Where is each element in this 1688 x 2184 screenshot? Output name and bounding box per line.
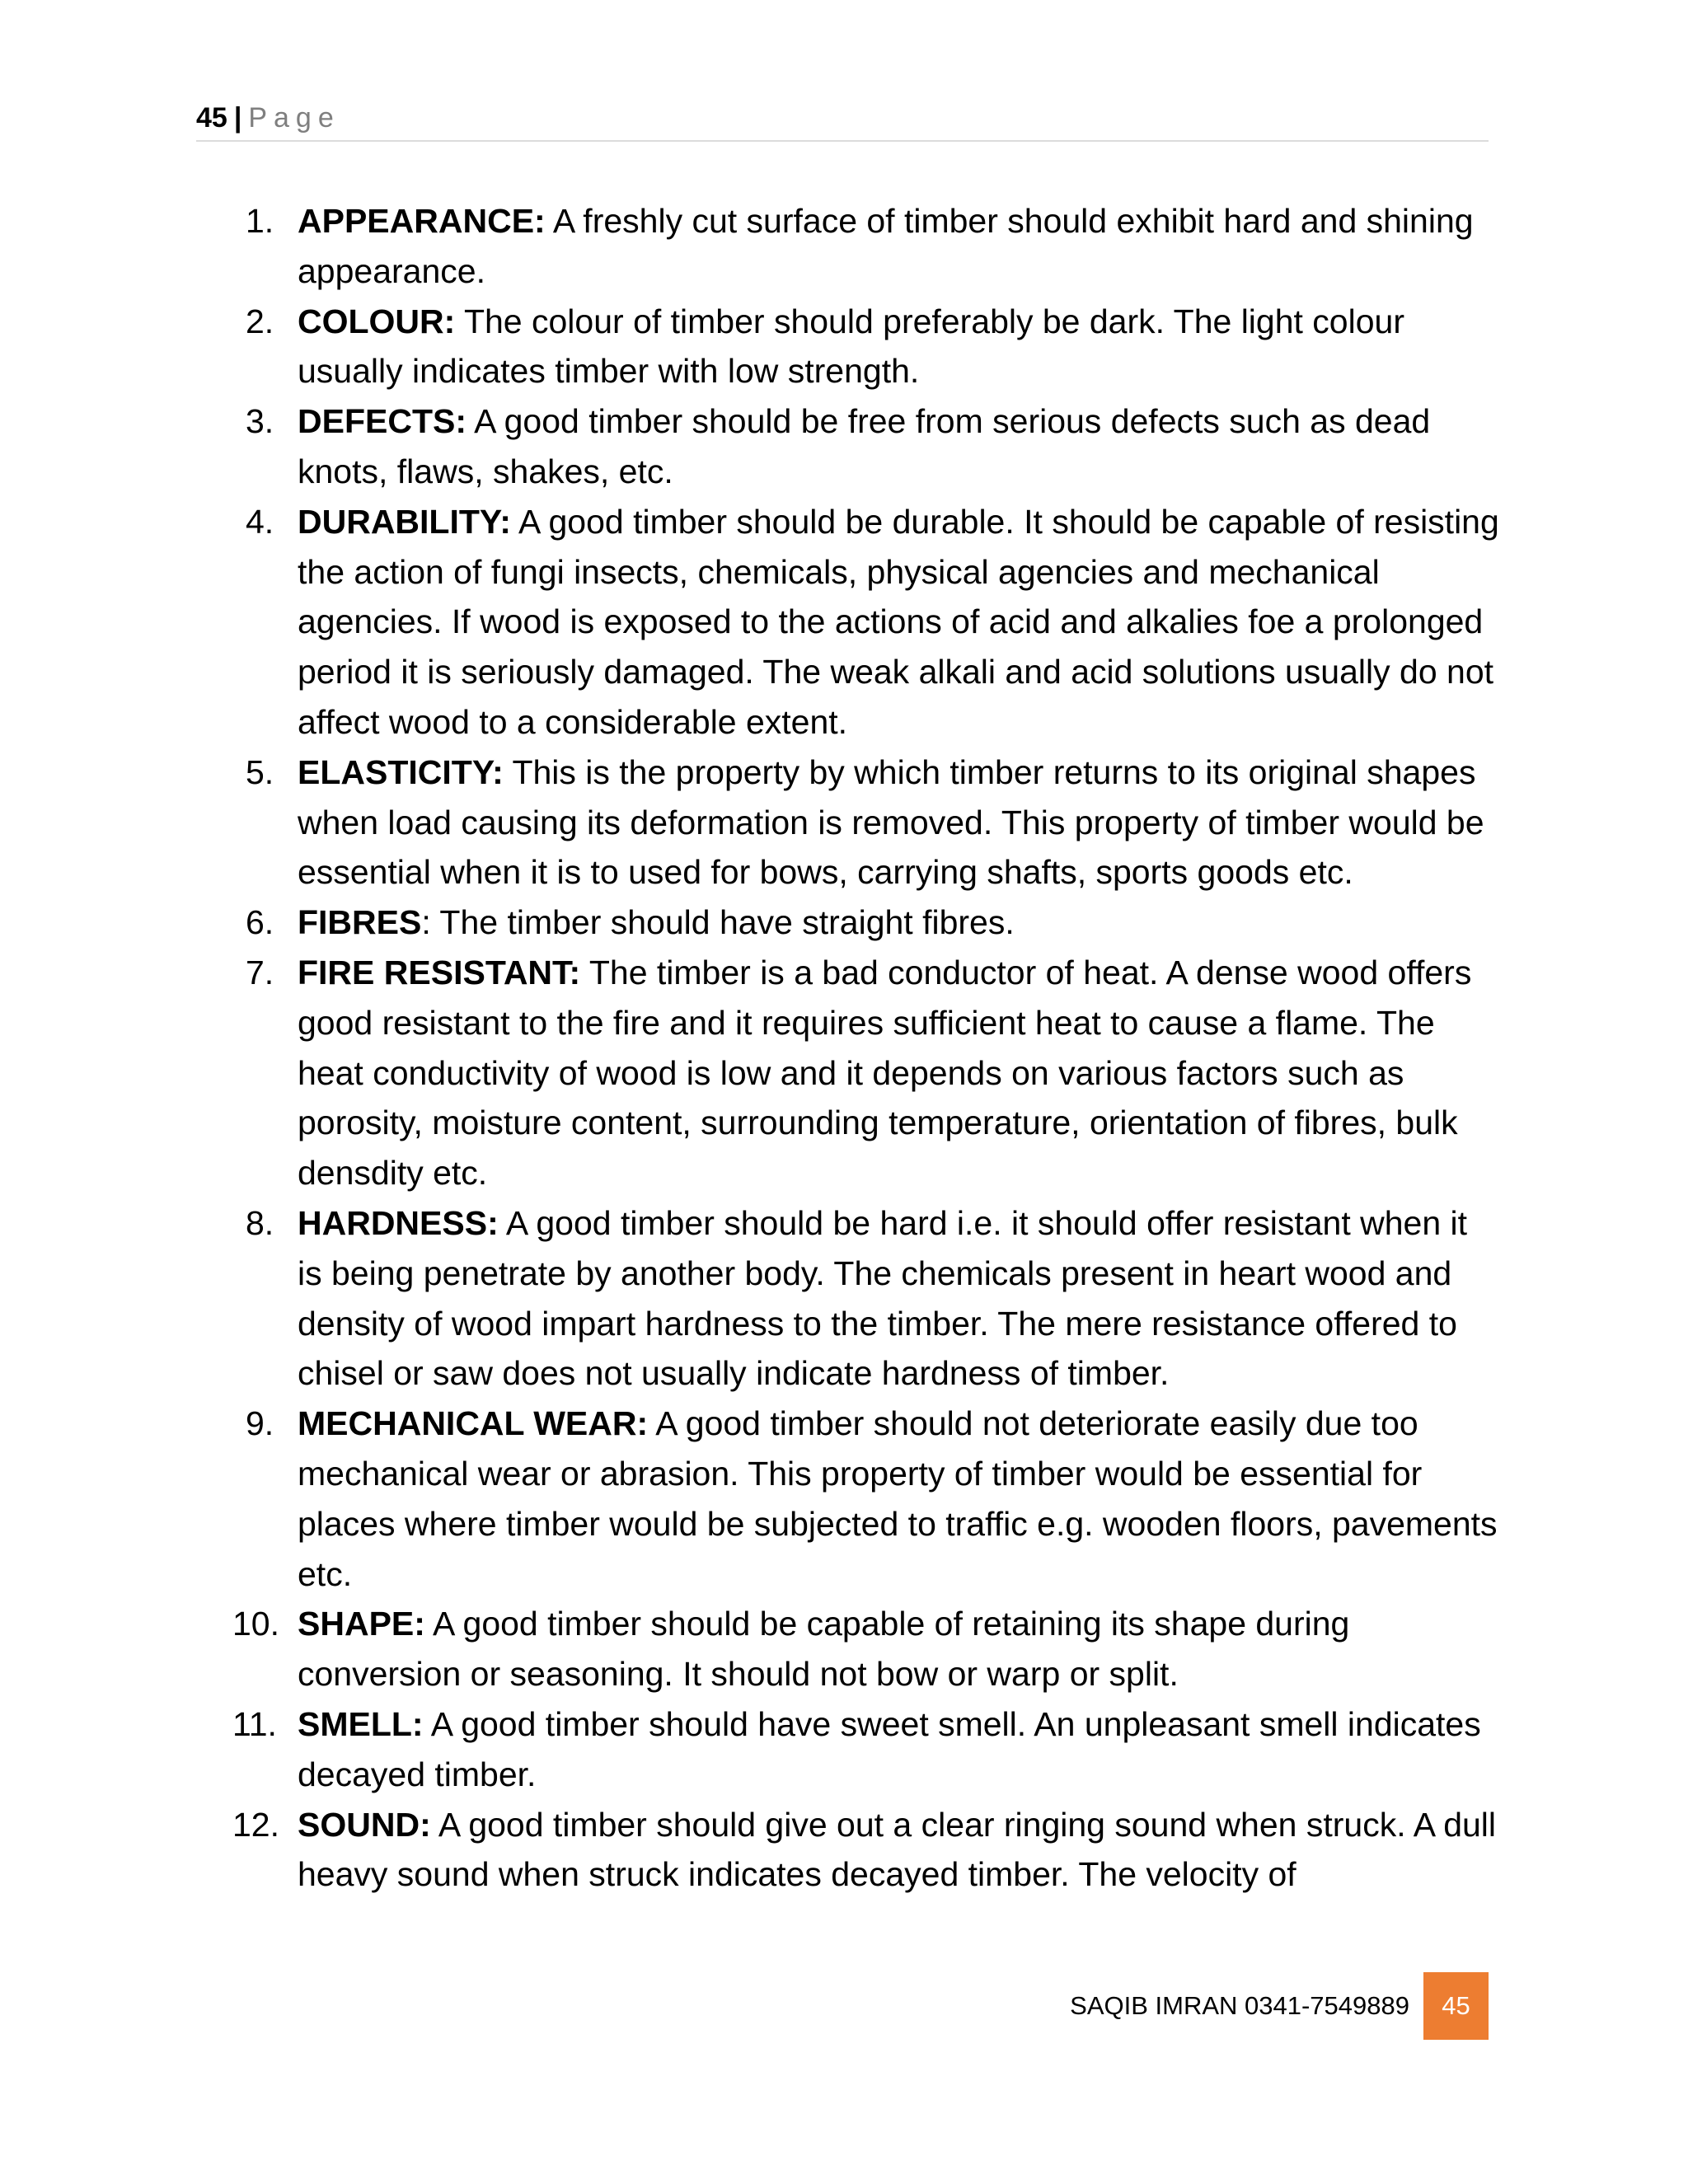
item-number: 6. [246,903,274,942]
page-footer [948,1972,1489,2040]
list-item [232,1599,1500,1699]
item-label: HARDNESS: [298,1203,499,1242]
list-item [232,1699,1500,1800]
item-label: SHAPE: [298,1605,425,1643]
item-label: SOUND: [298,1805,431,1844]
item-number: 7. [246,953,274,991]
item-text: A good timber should give out a clear ringing sound when struck. A dull heavy sound when struck indicates decayed timber. The velocity of [298,1805,1497,1894]
item-label: COLOUR: [298,302,456,340]
list-item [232,1800,1500,1900]
item-label: FIRE RESISTANT: [298,953,581,991]
item-number: 11. [232,1704,277,1743]
item-text: A good timber should be free from serious defects such as dead knots, flaws, shakes, etc. [298,402,1431,490]
item-number: 9. [246,1404,274,1443]
header-page-word: Page [248,102,340,134]
item-text: A good timber should be capable of retaining its shape during conversion or seasoning. It should not bow or warp or split. [298,1605,1350,1694]
item-number: 1. [246,202,274,240]
page-header [196,97,1489,142]
footer-page-badge: 45 [1423,1972,1489,2040]
item-label: MECHANICAL WEAR: [298,1404,649,1443]
list-item [239,297,1500,397]
item-text: A good timber should be hard i.e. it should offer resistant when it is being penetrate by another body. The chemicals present in heart wood and density of wood impart hardness to the timber. The mere resistance offered to chisel or saw does not usually indicate hardness of timber. [298,1203,1468,1393]
item-number: 5. [246,752,274,791]
list-item [239,396,1500,497]
item-text: The colour of timber should preferably be dark. The light colour usually indicates timber with low strength. [298,302,1404,391]
item-text: : The timber should have straight fibres. [421,903,1015,942]
item-label: ELASTICITY: [298,752,504,791]
item-number: 12. [232,1805,279,1844]
item-number: 4. [246,502,274,541]
item-text: This is the property by which timber returns to its original shapes when load causing its deformation is removed. This property of timber would be essential when it is to used for bows, carrying shafts, sports goods etc. [298,752,1484,892]
item-text: A freshly cut surface of timber should exhibit hard and shining appearance. [298,202,1474,290]
list-item [239,748,1500,898]
footer-author: SAQIB IMRAN 0341-7549889 [1070,1991,1409,2020]
item-label: FIBRES [298,903,422,942]
item-text: A good timber should be durable. It should be capable of resisting the action of fungi insects, chemicals, physical agencies and mechanical agencies. If wood is exposed to the actions of acid and alkalies foe a prolonged period it is seriously damaged. The weak alkali and acid solutions usually do not affect wood to a considerable extent. [298,502,1499,741]
header-page-number: 45 [196,102,227,134]
list-item [239,898,1500,948]
item-number: 8. [246,1203,274,1242]
item-label: DEFECTS: [298,402,467,441]
list-item [239,1198,1500,1399]
item-number: 3. [246,402,274,441]
item-label: SMELL: [298,1704,424,1743]
list-item [239,948,1500,1198]
item-text: A good timber should not deteriorate easily due too mechanical wear or abrasion. This property of timber would be essential for places where timber would be subjected to traffic e.g. wooden floors, pavements etc. [298,1404,1498,1593]
item-text: A good timber should have sweet smell. An unpleasant smell indicates decayed timber. [298,1704,1481,1793]
list-item [239,196,1500,297]
item-number: 2. [246,302,274,340]
header-separator: | [233,102,242,134]
properties-list [232,196,1500,1900]
item-number: 10. [232,1605,279,1643]
list-item [239,1399,1500,1599]
list-item [239,497,1500,748]
item-label: DURABILITY: [298,502,511,541]
item-label: APPEARANCE: [298,202,546,240]
item-text: The timber is a bad conductor of heat. A dense wood offers good resistant to the fire and it requires sufficient heat to cause a flame. The heat conductivity of wood is low and it depends on various factors such as porosity, moisture content, surrounding temperature, orientation of fibres, bulk densdity etc. [298,953,1472,1193]
